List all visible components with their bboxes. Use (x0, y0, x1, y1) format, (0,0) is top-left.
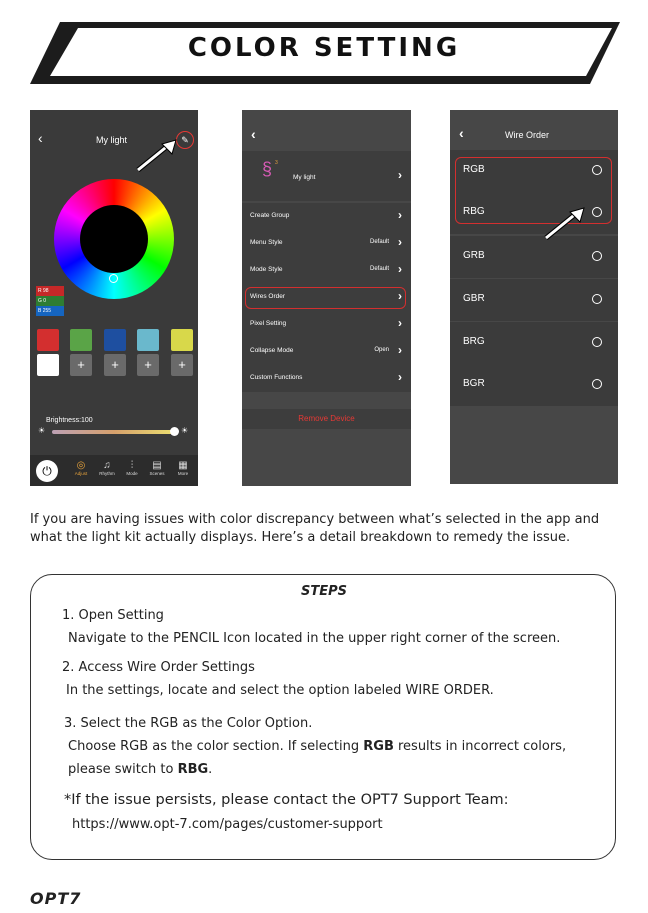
phone-screen-wire-order (450, 110, 618, 484)
tab-more[interactable]: ▦ More (170, 460, 196, 476)
add-swatch-button[interactable]: + (104, 354, 126, 376)
support-note: *If the issue persists, please contact the OPT7 Support Team: (64, 792, 509, 808)
radio-button[interactable] (592, 379, 602, 389)
color-wheel-center (80, 205, 148, 273)
blue-value: B 255 (36, 306, 64, 316)
wire-option-rbg[interactable]: RBG (450, 192, 618, 234)
chevron-right-icon: › (398, 289, 402, 303)
menu-item-pixel-setting[interactable]: Pixel Setting › (242, 311, 411, 338)
swatch-green[interactable] (70, 329, 92, 351)
menu-item-custom-functions[interactable]: Custom Functions › (242, 365, 411, 392)
wire-option-brg[interactable]: BRG (450, 322, 618, 364)
wire-option-rgb[interactable]: RGB (450, 150, 618, 192)
pointer-arrow-icon (134, 138, 178, 174)
step-2-description: In the settings, locate and select the option labeled WIRE ORDER. (66, 683, 494, 698)
back-icon[interactable]: ‹ (38, 130, 43, 146)
wire-option-gbr[interactable]: GBR (450, 279, 618, 321)
wire-option-grb[interactable]: GRB (450, 236, 618, 278)
grid-icon: ▦ (178, 460, 188, 471)
chevron-right-icon: › (398, 168, 402, 182)
chevron-right-icon: › (398, 208, 402, 222)
adjust-icon: ◎ (76, 460, 86, 471)
device-badge: 3 (275, 160, 278, 166)
led-strip-icon: § (262, 159, 273, 179)
step-3-description: Choose RGB as the color section. If selecting RGB results in incorrect colors, (68, 739, 567, 754)
chevron-right-icon: › (398, 316, 402, 330)
pencil-icon[interactable]: ✎ (176, 131, 194, 149)
step-2-title: 2. Access Wire Order Settings (62, 660, 255, 675)
sliders-icon: ⫶ (130, 460, 134, 471)
tab-scenes[interactable]: ▤ Scenes (144, 460, 170, 476)
tab-mode[interactable]: ⫶ Mode (119, 460, 145, 476)
rgb-readout (36, 286, 64, 316)
wire-option-bgr[interactable]: BGR (450, 364, 618, 406)
highlight-box (245, 287, 406, 309)
radio-button[interactable] (592, 251, 602, 261)
radio-button[interactable] (592, 294, 602, 304)
menu-item-wires-order[interactable]: Wires Order › (242, 284, 411, 311)
remove-device-button[interactable]: Remove Device (242, 409, 411, 429)
device-name: My light (293, 174, 316, 181)
tab-rhythm[interactable]: ♫ Rhythm (94, 460, 120, 476)
add-swatch-button[interactable]: + (70, 354, 92, 376)
swatch-blue[interactable] (104, 329, 126, 351)
back-icon[interactable]: ‹ (251, 126, 256, 142)
screen-title: My light (96, 135, 128, 145)
menu-item-mode-style[interactable]: Mode Style Default › (242, 257, 411, 284)
step-3-description-line2: please switch to RBG. (68, 762, 213, 777)
color-wheel[interactable] (54, 179, 174, 299)
red-value: R 98 (36, 286, 64, 296)
tab-adjust[interactable]: ◎ Adjust (68, 460, 94, 476)
menu-item-menu-style[interactable]: Menu Style Default › (242, 230, 411, 257)
power-icon[interactable]: ⏻ (36, 460, 58, 482)
phone-screen-adjust (30, 110, 198, 486)
phone-screen-settings (242, 110, 411, 486)
menu-item-collapse-mode[interactable]: Collapse Mode Open › (242, 338, 411, 365)
back-icon[interactable]: ‹ (459, 125, 464, 141)
swatch-yellow[interactable] (171, 329, 193, 351)
screen-title: Wire Order (505, 130, 550, 140)
chevron-right-icon: › (398, 343, 402, 357)
support-link[interactable]: https://www.opt-7.com/pages/customer-support (72, 817, 383, 832)
step-3-title: 3. Select the RGB as the Color Option. (64, 716, 313, 731)
add-swatch-button[interactable]: + (137, 354, 159, 376)
brightness-label: Brightness:100 (46, 417, 93, 424)
swatch-white[interactable] (37, 354, 59, 376)
steps-title: STEPS (300, 584, 347, 599)
chevron-right-icon: › (398, 262, 402, 276)
brightness-slider-handle[interactable] (170, 427, 179, 436)
device-row[interactable] (242, 151, 411, 201)
swatch-cyan[interactable] (137, 329, 159, 351)
brand-logo: OPT7 (30, 889, 82, 908)
chevron-right-icon: › (398, 235, 402, 249)
color-wheel-handle[interactable] (109, 274, 118, 283)
chevron-right-icon: › (398, 370, 402, 384)
step-1-description: Navigate to the PENCIL Icon located in the upper right corner of the screen. (68, 631, 561, 646)
page-title: COLOR SETTING (187, 33, 461, 63)
music-note-icon: ♫ (103, 460, 111, 471)
pointer-arrow-icon (542, 206, 586, 242)
menu-item-create-group[interactable]: Create Group › (242, 203, 411, 230)
green-value: G 0 (36, 296, 64, 306)
swatch-red[interactable] (37, 329, 59, 351)
intro-paragraph: If you are having issues with color discrepancy between what’s selected in the app and what the light kit actually displays. Here’s a detail breakdown to remedy the issue. (30, 512, 600, 545)
brightness-slider[interactable] (52, 430, 176, 434)
scenes-icon: ▤ (152, 460, 162, 471)
brightness-low-icon: ☀ (38, 426, 46, 435)
brightness-high-icon: ☀ (181, 426, 189, 435)
step-1-title: 1. Open Setting (62, 608, 164, 623)
highlight-box (455, 157, 612, 224)
add-swatch-button[interactable]: + (171, 354, 193, 376)
radio-button[interactable] (592, 337, 602, 347)
